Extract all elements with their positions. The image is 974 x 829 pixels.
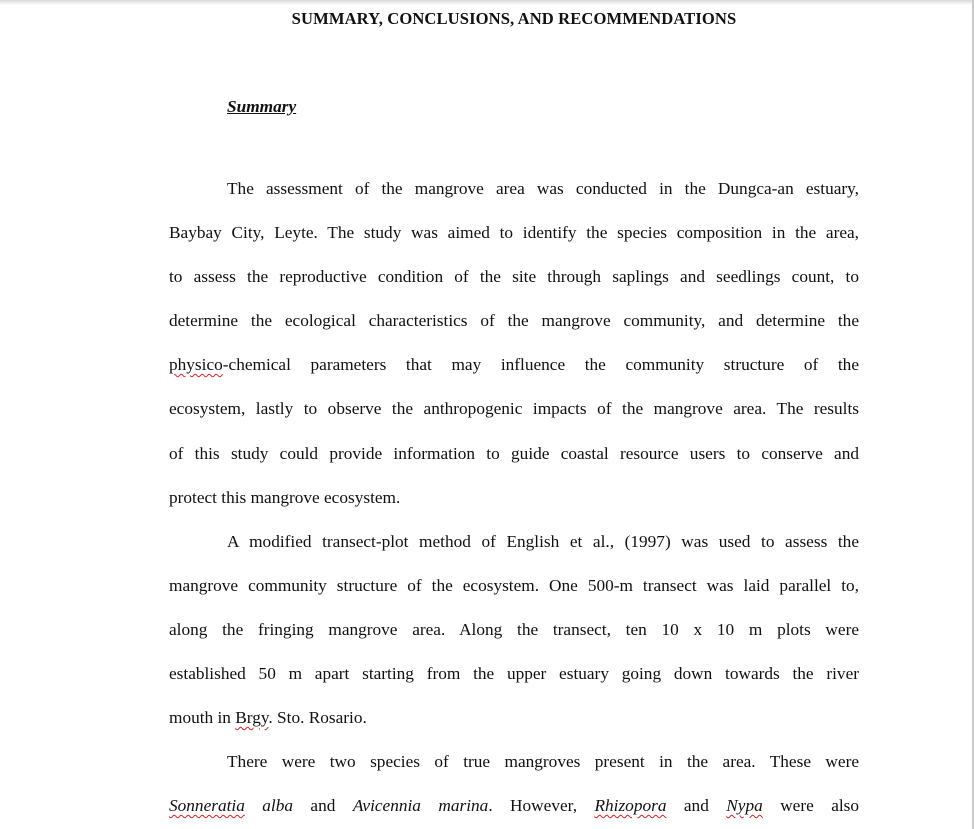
line-text: . Sto. Rosario. bbox=[268, 708, 367, 727]
paragraph-1-line-7: of this study could provide information to guide coastal resource users to conserve and bbox=[169, 444, 859, 463]
paragraph-1-line-8: protect this mangrove ecosystem. bbox=[169, 488, 401, 507]
line-text: were also bbox=[762, 796, 860, 815]
spelling-flag-word[interactable]: physico bbox=[169, 355, 223, 374]
paragraph-2-line-4: established 50 m apart starting from the upper estuary going down towards the river bbox=[169, 664, 859, 683]
page-title: SUMMARY, CONCLUSIONS, AND RECOMMENDATIONS bbox=[291, 9, 737, 28]
section-heading: Summary bbox=[227, 97, 297, 116]
species-name: Avicennia marina bbox=[352, 796, 489, 815]
line-text: . However, bbox=[488, 796, 595, 815]
paragraph-1-line-6: ecosystem, lastly to observe the anthropogenic impacts of the mangrove area. The results bbox=[169, 399, 859, 418]
paragraph-1-line-2: Baybay City, Leyte. The study was aimed to identify the species composition in the area, bbox=[169, 223, 859, 242]
paragraph-1-line-1: The assessment of the mangrove area was conducted in the Dungca-an estuary, bbox=[227, 179, 859, 198]
line-text: and bbox=[293, 796, 353, 815]
line-text: -chemical parameters that may influence the community structure of the bbox=[222, 355, 859, 374]
paragraph-2-line-2: mangrove community structure of the ecosystem. One 500-m transect was laid parallel to, bbox=[169, 576, 859, 595]
line-text: and bbox=[666, 796, 727, 815]
species-name[interactable]: Nypa bbox=[726, 796, 763, 815]
species-name: alba bbox=[244, 796, 293, 815]
paragraph-3-line-1: There were two species of true mangroves present in the area. These were bbox=[227, 752, 859, 771]
species-name[interactable]: Rhizopora bbox=[594, 796, 667, 815]
line-text: mouth in bbox=[169, 708, 236, 727]
paragraph-2-line-3: along the fringing mangrove area. Along the transect, ten 10 x 10 m plots were bbox=[169, 620, 859, 639]
paragraph-1-line-5 bbox=[169, 354, 859, 376]
paragraph-2-line-5 bbox=[169, 707, 859, 729]
spelling-flag-word[interactable]: Brgy bbox=[235, 708, 269, 727]
paragraph-3-line-2 bbox=[169, 795, 859, 817]
paragraph-2-line-1: A modified transect-plot method of English et al., (1997) was used to assess the bbox=[227, 532, 859, 551]
page-top-edge bbox=[0, 0, 974, 5]
paragraph-1-line-4: determine the ecological characteristics of the mangrove community, and determine the bbox=[169, 311, 859, 330]
paragraph-1-line-3: to assess the reproductive condition of the site through saplings and seedlings count, to bbox=[169, 267, 859, 286]
species-name[interactable]: Sonneratia bbox=[169, 796, 245, 815]
